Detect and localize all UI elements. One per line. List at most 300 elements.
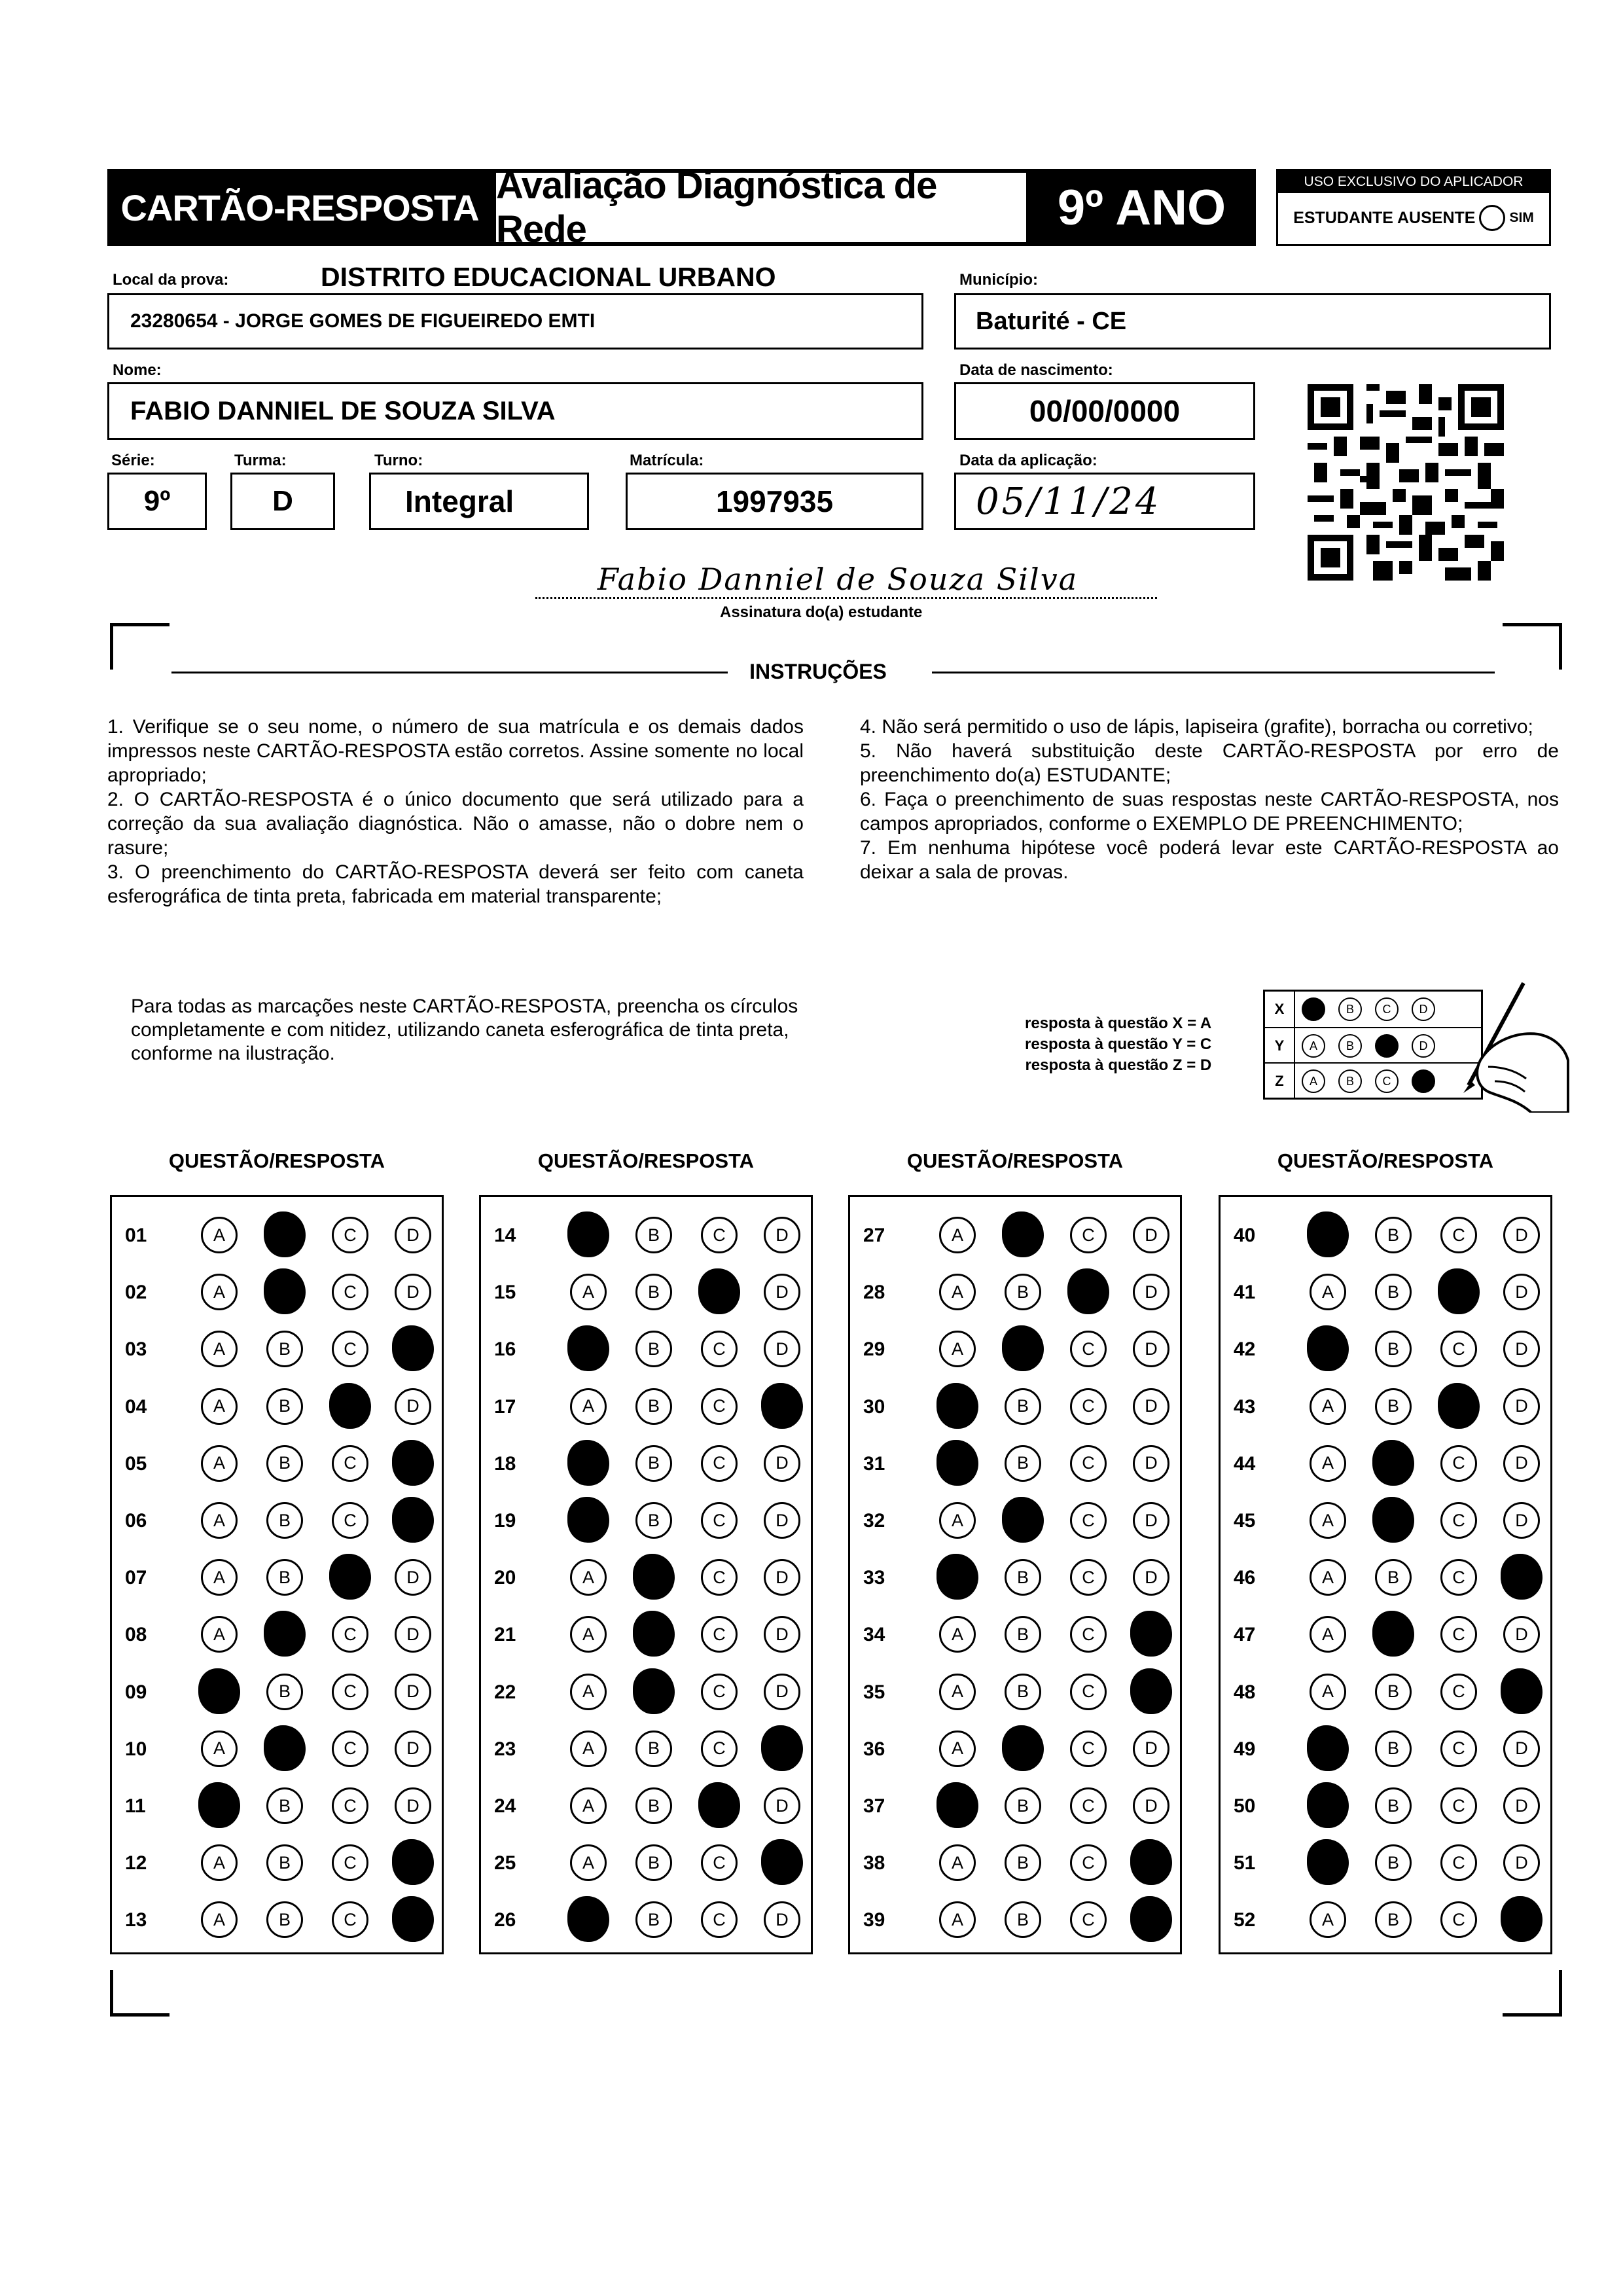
question-number: 05 xyxy=(125,1452,147,1475)
answer-bubble-a[interactable]: A xyxy=(570,1787,607,1824)
example-row-label: Y xyxy=(1265,1028,1295,1064)
answer-bubble-b[interactable]: B xyxy=(266,1559,303,1596)
answer-bubble-a[interactable]: A xyxy=(201,1731,238,1767)
answer-bubble-a-marked[interactable]: A xyxy=(936,1440,978,1486)
answer-bubble-d-marked[interactable]: D xyxy=(392,1497,434,1543)
answer-bubble-c[interactable]: C xyxy=(701,1616,738,1653)
answer-bubble-d-marked[interactable]: D xyxy=(392,1839,434,1885)
matricula-value: 1997935 xyxy=(715,484,834,518)
answer-bubble-a[interactable]: A xyxy=(939,1901,976,1938)
answer-bubble-b[interactable]: B xyxy=(266,1787,303,1824)
local-value: 23280654 - JORGE GOMES DE FIGUEIREDO EMTI xyxy=(130,310,596,332)
answer-bubble-d[interactable]: D xyxy=(764,1445,800,1482)
answer-bubble-d[interactable]: D xyxy=(1133,1388,1169,1425)
answer-bubble-b-marked[interactable]: B xyxy=(1372,1497,1414,1543)
answer-bubble-a[interactable]: A xyxy=(1310,1388,1346,1425)
answer-bubble-c[interactable]: C xyxy=(701,1502,738,1539)
serie-label: Série: xyxy=(111,452,155,469)
question-number: 04 xyxy=(125,1395,147,1418)
turno-field xyxy=(369,473,589,530)
answer-bubble-a[interactable]: A xyxy=(201,1388,238,1425)
answer-bubble-b-marked[interactable]: B xyxy=(264,1725,306,1771)
answer-bubble-a-marked[interactable]: A xyxy=(1307,1839,1349,1885)
answer-bubble-b[interactable]: B xyxy=(1375,1217,1412,1253)
answer-bubble-a[interactable]: A xyxy=(201,1616,238,1653)
answer-bubble-d[interactable]: D xyxy=(764,1217,800,1253)
answer-bubble-a-marked[interactable]: A xyxy=(198,1668,240,1714)
answer-bubble-c[interactable]: C xyxy=(332,1274,368,1310)
answer-bubble-a[interactable]: A xyxy=(201,1559,238,1596)
answer-bubble-d[interactable]: D xyxy=(764,1787,800,1824)
answer-bubble-c[interactable]: C xyxy=(1440,1502,1477,1539)
answer-bubble-d-marked[interactable]: D xyxy=(1501,1554,1543,1600)
answer-bubble-c[interactable]: C xyxy=(701,1388,738,1425)
answer-bubble-b[interactable]: B xyxy=(266,1901,303,1938)
question-row xyxy=(850,1608,1180,1660)
question-row xyxy=(112,1723,442,1775)
answer-bubble-a[interactable]: A xyxy=(1310,1502,1346,1539)
answer-bubble-c[interactable]: C xyxy=(332,1331,368,1367)
answer-bubble-d[interactable]: D xyxy=(1503,1616,1540,1653)
answer-bubble-c[interactable]: C xyxy=(701,1901,738,1938)
answer-bubble-a[interactable]: A xyxy=(201,1445,238,1482)
answer-bubble-c[interactable]: C xyxy=(332,1787,368,1824)
answer-bubble-c[interactable]: C xyxy=(1440,1787,1477,1824)
district-name: DISTRITO EDUCACIONAL URBANO xyxy=(321,262,776,292)
answer-bubble-d[interactable]: D xyxy=(1133,1217,1169,1253)
answer-bubble-d-marked[interactable]: D xyxy=(761,1839,803,1885)
answer-bubble-a[interactable]: A xyxy=(1310,1674,1346,1710)
answer-bubble-d[interactable]: D xyxy=(395,1731,431,1767)
answer-bubble-b[interactable]: B xyxy=(1375,1331,1412,1367)
answer-bubble-a[interactable]: A xyxy=(201,1217,238,1253)
answer-bubble-a-marked[interactable]: A xyxy=(1307,1211,1349,1257)
answer-bubble-c[interactable]: C xyxy=(1070,1559,1107,1596)
answer-bubble-d[interactable]: D xyxy=(1503,1445,1540,1482)
question-number: 31 xyxy=(863,1452,885,1475)
answer-bubble-a[interactable]: A xyxy=(939,1616,976,1653)
answer-bubble-b[interactable]: B xyxy=(1005,1787,1041,1824)
answer-bubble-a-marked[interactable]: A xyxy=(198,1782,240,1828)
answer-bubble-c[interactable]: C xyxy=(1440,1844,1477,1881)
answer-bubble-b[interactable]: B xyxy=(635,1388,672,1425)
signature-line xyxy=(535,597,1157,599)
answer-bubble-c[interactable]: C xyxy=(1440,1217,1477,1253)
question-number: 11 xyxy=(125,1795,146,1817)
answer-bubble-d[interactable]: D xyxy=(1503,1331,1540,1367)
answer-bubble-d-marked[interactable]: D xyxy=(1130,1668,1172,1714)
answer-bubble-c-marked[interactable]: C xyxy=(1067,1268,1109,1314)
nascimento-label: Data de nascimento: xyxy=(959,361,1113,379)
answer-bubble-a-marked[interactable]: A xyxy=(567,1325,609,1371)
answer-bubble-d[interactable]: D xyxy=(1133,1731,1169,1767)
question-row xyxy=(1221,1494,1550,1547)
answer-bubble-c-marked[interactable]: C xyxy=(698,1268,740,1314)
absent-checkbox[interactable] xyxy=(1479,205,1505,231)
answer-bubble-d[interactable]: D xyxy=(1503,1274,1540,1310)
answer-bubble-b[interactable]: B xyxy=(1005,1445,1041,1482)
answer-column-title: QUESTÃO/RESPOSTA xyxy=(1277,1149,1494,1172)
answer-bubble-a[interactable]: A xyxy=(201,1844,238,1881)
answer-bubble-d[interactable]: D xyxy=(395,1616,431,1653)
answer-bubble-c[interactable]: C xyxy=(701,1731,738,1767)
answer-bubble-b[interactable]: B xyxy=(635,1731,672,1767)
municipio-label: Município: xyxy=(959,271,1038,289)
answer-bubble-a[interactable]: A xyxy=(939,1502,976,1539)
question-row xyxy=(1221,1323,1550,1375)
question-number: 03 xyxy=(125,1338,147,1361)
answer-bubble-d[interactable]: D xyxy=(1133,1331,1169,1367)
answer-bubble-d-marked[interactable]: D xyxy=(1501,1668,1543,1714)
question-number: 39 xyxy=(863,1909,885,1931)
question-row xyxy=(1221,1780,1550,1832)
question-number: 42 xyxy=(1234,1338,1256,1361)
answer-bubble-d-marked[interactable]: D xyxy=(392,1325,434,1371)
answer-bubble-c[interactable]: C xyxy=(701,1445,738,1482)
question-number: 35 xyxy=(863,1681,885,1703)
answer-bubble-b-marked[interactable]: B xyxy=(264,1268,306,1314)
answer-bubble-c[interactable]: C xyxy=(1070,1445,1107,1482)
answer-bubble-a[interactable]: A xyxy=(570,1388,607,1425)
answer-bubble-c-marked[interactable]: C xyxy=(698,1782,740,1828)
answer-bubble-a-marked[interactable]: A xyxy=(936,1782,978,1828)
frame-corner-bottom-left xyxy=(110,1970,169,2017)
question-number: 44 xyxy=(1234,1452,1256,1475)
answer-bubble-b[interactable]: B xyxy=(1375,1674,1412,1710)
local-label: Local da prova: xyxy=(113,271,229,289)
question-row xyxy=(481,1266,811,1318)
example-bubble-a: A xyxy=(1302,1069,1325,1093)
answer-bubble-c[interactable]: C xyxy=(701,1844,738,1881)
answer-bubble-b[interactable]: B xyxy=(1375,1559,1412,1596)
matricula-label: Matrícula: xyxy=(630,452,704,469)
answer-bubble-d[interactable]: D xyxy=(395,1388,431,1425)
answer-bubble-b[interactable]: B xyxy=(266,1388,303,1425)
question-row xyxy=(112,1551,442,1604)
answer-bubble-a[interactable]: A xyxy=(570,1674,607,1710)
question-number: 27 xyxy=(863,1225,885,1246)
answer-bubble-d[interactable]: D xyxy=(395,1274,431,1310)
answer-bubble-b[interactable]: B xyxy=(635,1217,672,1253)
question-number: 01 xyxy=(125,1225,147,1246)
answer-bubble-d[interactable]: D xyxy=(764,1674,800,1710)
answer-bubble-a[interactable]: A xyxy=(1310,1559,1346,1596)
answer-bubble-b[interactable]: B xyxy=(1375,1388,1412,1425)
question-row xyxy=(112,1837,442,1889)
matricula-field xyxy=(626,473,923,530)
answer-bubble-a[interactable]: A xyxy=(570,1274,607,1310)
answer-bubble-b-marked[interactable]: B xyxy=(1002,1725,1044,1771)
answer-bubble-a[interactable]: A xyxy=(939,1674,976,1710)
question-number: 07 xyxy=(125,1567,147,1589)
answer-bubble-a[interactable]: A xyxy=(939,1731,976,1767)
nome-value: FABIO DANNIEL DE SOUZA SILVA xyxy=(130,396,556,425)
answer-bubble-a-marked[interactable]: A xyxy=(936,1554,978,1600)
answer-bubble-c[interactable]: C xyxy=(1070,1674,1107,1710)
answer-bubble-b-marked[interactable]: B xyxy=(633,1611,675,1657)
answer-bubble-d[interactable]: D xyxy=(764,1901,800,1938)
answer-bubble-b[interactable]: B xyxy=(1005,1388,1041,1425)
answer-bubble-a[interactable]: A xyxy=(1310,1445,1346,1482)
answer-bubble-a[interactable]: A xyxy=(570,1559,607,1596)
answer-column-1 xyxy=(110,1195,444,1954)
answer-bubble-d[interactable]: D xyxy=(395,1559,431,1596)
answer-bubble-c[interactable]: C xyxy=(701,1559,738,1596)
answer-bubble-c[interactable]: C xyxy=(1440,1559,1477,1596)
answer-bubble-b[interactable]: B xyxy=(635,1502,672,1539)
question-number: 20 xyxy=(494,1567,516,1589)
serie-field xyxy=(107,473,207,530)
answer-bubble-b-marked[interactable]: B xyxy=(1002,1497,1044,1543)
answer-bubble-b-marked[interactable]: B xyxy=(264,1211,306,1257)
answer-bubble-d[interactable]: D xyxy=(764,1331,800,1367)
question-row xyxy=(112,1608,442,1660)
answer-bubble-d[interactable]: D xyxy=(395,1217,431,1253)
answer-bubble-a-marked[interactable]: A xyxy=(1307,1725,1349,1771)
answer-bubble-d[interactable]: D xyxy=(764,1274,800,1310)
instruction-item: 2. O CARTÃO-RESPOSTA é o único documento que será utilizado para a correção da sua avaliação diagnóstica. Não o amasse, não o dobre nem o rasure; xyxy=(107,789,804,859)
applicator-box xyxy=(1276,169,1551,246)
question-row xyxy=(481,1666,811,1718)
question-row xyxy=(850,1551,1180,1604)
answer-bubble-b[interactable]: B xyxy=(1005,1844,1041,1881)
answer-bubble-d[interactable]: D xyxy=(1133,1445,1169,1482)
assessment-title: Avaliação Diagnóstica de Rede xyxy=(496,173,1026,242)
answer-bubble-d-marked[interactable]: D xyxy=(1501,1896,1543,1942)
answer-bubble-c[interactable]: C xyxy=(1070,1217,1107,1253)
answer-bubble-a[interactable]: A xyxy=(939,1331,976,1367)
answer-bubble-b[interactable]: B xyxy=(635,1274,672,1310)
answer-bubble-b[interactable]: B xyxy=(1375,1787,1412,1824)
answer-bubble-d[interactable]: D xyxy=(395,1787,431,1824)
legend-line: resposta à questão Y = C xyxy=(1025,1035,1212,1053)
answer-bubble-d[interactable]: D xyxy=(1503,1787,1540,1824)
question-row xyxy=(850,1266,1180,1318)
answer-bubble-a-marked[interactable]: A xyxy=(567,1211,609,1257)
question-row xyxy=(481,1551,811,1604)
answer-bubble-c-marked[interactable]: C xyxy=(1438,1383,1480,1429)
signature-label: Assinatura do(a) estudante xyxy=(720,603,923,621)
question-number: 30 xyxy=(863,1395,885,1418)
answer-bubble-b[interactable]: B xyxy=(1005,1674,1041,1710)
answer-bubble-b[interactable]: B xyxy=(1375,1844,1412,1881)
answer-bubble-d-marked[interactable]: D xyxy=(1130,1611,1172,1657)
question-row xyxy=(850,1209,1180,1261)
serie-value: 9º xyxy=(143,485,171,517)
answer-bubble-d[interactable]: D xyxy=(1133,1274,1169,1310)
answer-bubble-c[interactable]: C xyxy=(332,1901,368,1938)
answer-bubble-c[interactable]: C xyxy=(1070,1731,1107,1767)
answer-bubble-d-marked[interactable]: D xyxy=(761,1383,803,1429)
answer-bubble-d-marked[interactable]: D xyxy=(392,1896,434,1942)
question-row xyxy=(112,1266,442,1318)
answer-bubble-b[interactable]: B xyxy=(635,1901,672,1938)
question-number: 19 xyxy=(494,1510,516,1532)
answer-bubble-b[interactable]: B xyxy=(266,1844,303,1881)
question-number: 29 xyxy=(863,1338,885,1361)
answer-bubble-b[interactable]: B xyxy=(266,1331,303,1367)
answer-bubble-b[interactable]: B xyxy=(1005,1901,1041,1938)
answer-bubble-b[interactable]: B xyxy=(266,1502,303,1539)
answer-bubble-b-marked[interactable]: B xyxy=(1372,1611,1414,1657)
answer-bubble-b[interactable]: B xyxy=(1375,1901,1412,1938)
answer-bubble-a[interactable]: A xyxy=(939,1844,976,1881)
answer-bubble-d[interactable]: D xyxy=(1503,1217,1540,1253)
answer-bubble-c[interactable]: C xyxy=(1070,1388,1107,1425)
answer-bubble-b-marked[interactable]: B xyxy=(264,1611,306,1657)
question-number: 06 xyxy=(125,1510,147,1532)
answer-bubble-b-marked[interactable]: B xyxy=(1002,1211,1044,1257)
answer-bubble-b[interactable]: B xyxy=(1005,1559,1041,1596)
answer-bubble-b[interactable]: B xyxy=(635,1787,672,1824)
answer-bubble-d-marked[interactable]: D xyxy=(1130,1839,1172,1885)
answer-bubble-d-marked[interactable]: D xyxy=(761,1725,803,1771)
answer-bubble-b-marked[interactable]: B xyxy=(633,1554,675,1600)
answer-bubble-c[interactable]: C xyxy=(332,1674,368,1710)
answer-bubble-b[interactable]: B xyxy=(635,1445,672,1482)
answer-bubble-a[interactable]: A xyxy=(570,1616,607,1653)
answer-column-title: QUESTÃO/RESPOSTA xyxy=(168,1149,385,1172)
answer-bubble-d-marked[interactable]: D xyxy=(392,1440,434,1486)
answer-bubble-d[interactable]: D xyxy=(1503,1388,1540,1425)
answer-bubble-b-marked[interactable]: B xyxy=(633,1668,675,1714)
answer-bubble-d[interactable]: D xyxy=(395,1674,431,1710)
question-number: 50 xyxy=(1234,1795,1256,1817)
answer-bubble-c-marked[interactable]: C xyxy=(1438,1268,1480,1314)
example-row-label: Z xyxy=(1265,1064,1295,1099)
instructions-rule-left xyxy=(171,672,728,673)
answer-bubble-c[interactable]: C xyxy=(1070,1331,1107,1367)
question-row xyxy=(1221,1837,1550,1889)
answer-bubble-d[interactable]: D xyxy=(1133,1559,1169,1596)
answer-bubble-d[interactable]: D xyxy=(1503,1731,1540,1767)
answer-column-title: QUESTÃO/RESPOSTA xyxy=(537,1149,755,1172)
answer-bubble-c[interactable]: C xyxy=(1070,1502,1107,1539)
answer-bubble-c[interactable]: C xyxy=(332,1731,368,1767)
answer-bubble-c-marked[interactable]: C xyxy=(329,1554,371,1600)
answer-bubble-c[interactable]: C xyxy=(701,1217,738,1253)
instructions-left xyxy=(107,715,804,908)
answer-bubble-c[interactable]: C xyxy=(1070,1787,1107,1824)
answer-bubble-c[interactable]: C xyxy=(332,1217,368,1253)
answer-bubble-a[interactable]: A xyxy=(1310,1616,1346,1653)
answer-bubble-a[interactable]: A xyxy=(201,1331,238,1367)
question-number: 18 xyxy=(494,1452,516,1475)
answer-bubble-c[interactable]: C xyxy=(1070,1901,1107,1938)
answer-bubble-a[interactable]: A xyxy=(1310,1901,1346,1938)
example-bubble-d: D xyxy=(1412,1034,1435,1058)
answer-bubble-a[interactable]: A xyxy=(201,1274,238,1310)
answer-bubble-d[interactable]: D xyxy=(1133,1787,1169,1824)
answer-bubble-c[interactable]: C xyxy=(1440,1731,1477,1767)
answer-bubble-a-marked[interactable]: A xyxy=(936,1383,978,1429)
question-number: 16 xyxy=(494,1338,516,1361)
answer-bubble-d[interactable]: D xyxy=(1503,1502,1540,1539)
answer-bubble-a[interactable]: A xyxy=(201,1502,238,1539)
answer-bubble-a[interactable]: A xyxy=(570,1844,607,1881)
answer-bubble-c[interactable]: C xyxy=(332,1445,368,1482)
answer-bubble-a-marked[interactable]: A xyxy=(1307,1782,1349,1828)
answer-bubble-c[interactable]: C xyxy=(1440,1674,1477,1710)
answer-bubble-b-marked[interactable]: B xyxy=(1372,1440,1414,1486)
question-number: 28 xyxy=(863,1282,885,1304)
answer-bubble-d[interactable]: D xyxy=(1503,1844,1540,1881)
question-row xyxy=(481,1780,811,1832)
answer-bubble-a[interactable]: A xyxy=(1310,1274,1346,1310)
answer-bubble-a[interactable]: A xyxy=(201,1901,238,1938)
question-row xyxy=(1221,1666,1550,1718)
aplicacao-value: 05/11/24 xyxy=(976,480,1162,523)
question-number: 33 xyxy=(863,1567,885,1589)
question-row xyxy=(112,1893,442,1946)
local-field xyxy=(107,293,923,350)
answer-bubble-d[interactable]: D xyxy=(764,1616,800,1653)
answer-bubble-c[interactable]: C xyxy=(332,1844,368,1881)
answer-bubble-c-marked[interactable]: C xyxy=(329,1383,371,1429)
answer-column-title: QUESTÃO/RESPOSTA xyxy=(906,1149,1124,1172)
question-row xyxy=(112,1780,442,1832)
answer-bubble-b[interactable]: B xyxy=(266,1674,303,1710)
answer-bubble-a-marked[interactable]: A xyxy=(567,1497,609,1543)
answer-bubble-d[interactable]: D xyxy=(764,1502,800,1539)
question-row xyxy=(850,1380,1180,1433)
answer-bubble-a[interactable]: A xyxy=(939,1274,976,1310)
question-number: 41 xyxy=(1234,1282,1256,1304)
answer-bubble-c[interactable]: C xyxy=(332,1502,368,1539)
answer-bubble-b[interactable]: B xyxy=(1005,1616,1041,1653)
answer-bubble-d[interactable]: D xyxy=(764,1559,800,1596)
question-number: 08 xyxy=(125,1624,147,1646)
answer-bubble-c[interactable]: C xyxy=(1440,1445,1477,1482)
answer-bubble-a-marked[interactable]: A xyxy=(1307,1325,1349,1371)
question-row xyxy=(1221,1437,1550,1490)
question-row xyxy=(1221,1608,1550,1660)
answer-bubble-a[interactable]: A xyxy=(570,1731,607,1767)
frame-corner-top-right xyxy=(1503,623,1562,670)
answer-bubble-a-marked[interactable]: A xyxy=(567,1440,609,1486)
answer-bubble-b[interactable]: B xyxy=(635,1844,672,1881)
answer-bubble-c[interactable]: C xyxy=(701,1674,738,1710)
answer-bubble-c[interactable]: C xyxy=(1440,1616,1477,1653)
answer-bubble-c[interactable]: C xyxy=(1440,1901,1477,1938)
frame-corner-top-left xyxy=(110,623,169,670)
example-bubble-c: C xyxy=(1375,997,1399,1021)
question-number: 37 xyxy=(863,1795,885,1817)
answer-bubble-c[interactable]: C xyxy=(1440,1331,1477,1367)
answer-bubble-c[interactable]: C xyxy=(332,1616,368,1653)
answer-bubble-a-marked[interactable]: A xyxy=(567,1896,609,1942)
answer-bubble-b[interactable]: B xyxy=(635,1331,672,1367)
turno-value: Integral xyxy=(405,484,514,518)
question-row xyxy=(850,1723,1180,1775)
turma-label: Turma: xyxy=(234,452,287,469)
answer-bubble-b[interactable]: B xyxy=(266,1445,303,1482)
qr-code xyxy=(1308,382,1504,583)
question-number: 34 xyxy=(863,1624,885,1646)
answer-bubble-b[interactable]: B xyxy=(1005,1274,1041,1310)
answer-bubble-c[interactable]: C xyxy=(1070,1616,1107,1653)
answer-bubble-b-marked[interactable]: B xyxy=(1002,1325,1044,1371)
answer-bubble-c[interactable]: C xyxy=(701,1331,738,1367)
absent-row xyxy=(1278,193,1549,243)
answer-bubble-b[interactable]: B xyxy=(1375,1731,1412,1767)
answer-bubble-d[interactable]: D xyxy=(1133,1502,1169,1539)
question-number: 14 xyxy=(494,1225,516,1246)
answer-bubble-d-marked[interactable]: D xyxy=(1130,1896,1172,1942)
answer-bubble-c[interactable]: C xyxy=(1070,1844,1107,1881)
answer-bubble-a[interactable]: A xyxy=(939,1217,976,1253)
answer-bubble-b[interactable]: B xyxy=(1375,1274,1412,1310)
